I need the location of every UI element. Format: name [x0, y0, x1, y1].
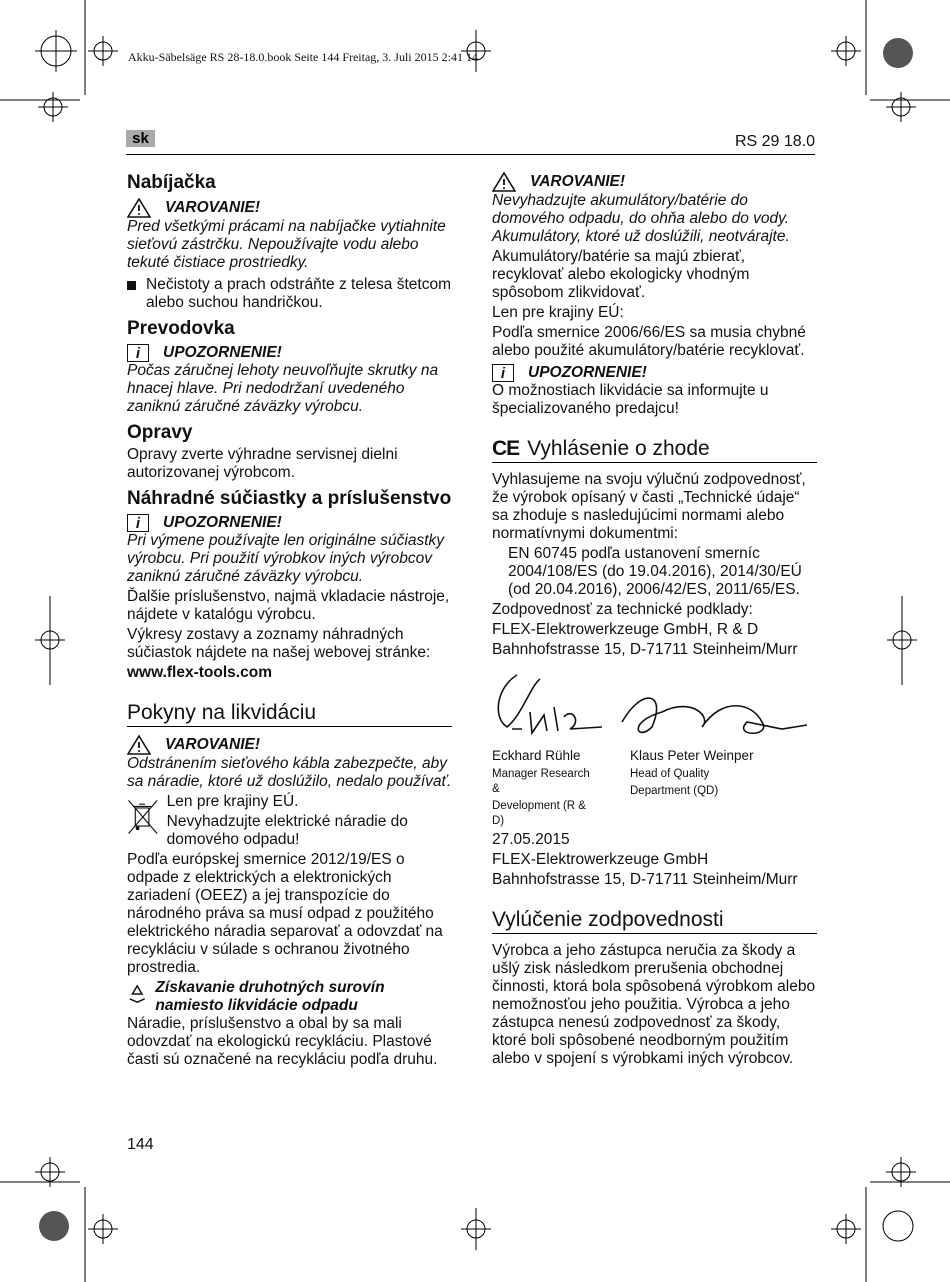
gearbox-note-text: Počas záručnej lehoty neuvoľňujte skrutky na hnacej hlave. Pri nedodržaní uvedeného zaniknú záručné záväzky výrobcu. — [127, 362, 439, 415]
address-rd: Bahnhofstrasse 15, D-71711 Steinheim/Murr — [492, 641, 798, 658]
warning-triangle-icon — [492, 172, 516, 192]
model-number: RS 29 18.0 — [734, 133, 815, 150]
recycle-title: Získavanie druhotných surovín namiesto likvidácie odpadu — [155, 979, 385, 1014]
recycle-text: Náradie, príslušenstvo a obal by sa mali odovzdať na ekologickú recykláciu. Plastové časti sú označené na recykláciu podľa druhu. — [127, 1015, 438, 1068]
spare-text1: Ďalšie príslušenstvo, najmä vkladacie nástroje, nájdete v katalógu výrobcu. — [127, 588, 450, 623]
info-icon: i — [127, 514, 149, 532]
spare-note-text: Pri výmene používajte len originálne súčiastky výrobcu. Pri použití výrobkov iných výrobcov zaniknú záručné záväzky výrobcu. — [127, 532, 445, 585]
conformity-title-row — [492, 436, 817, 463]
sig2-role2: Department (QD) — [630, 785, 719, 797]
company-address: Bahnhofstrasse 15, D-71711 Steinheim/Murr — [492, 871, 798, 888]
print-slug: Akku-Säbelsäge RS 28-18.0.book Seite 144 Freitag, 3. Juli 2015 2:41 14 — [128, 50, 478, 64]
weee-text1: Len pre krajiny EÚ. — [166, 793, 299, 810]
battery-warning-label: VAROVANIE! — [530, 173, 626, 190]
charger-warning-text: Pred všetkými prácami na nabíjačke vytiahnite sieťovú zástrčku. Nepoužívajte vodu alebo tekuté čistiace prostriedky. — [127, 218, 446, 271]
charger-bullet-text: Nečistoty a prach odstráňte z telesa štetcom alebo suchou handričkou. — [146, 276, 451, 311]
liability-title: Vylúčenie zodpovednosti — [492, 907, 817, 934]
company-rd: FLEX-Elektrowerkzeuge GmbH, R & D — [492, 621, 759, 638]
battery-text2: Len pre krajiny EÚ: — [492, 304, 624, 321]
battery-text1: Akumulátory/batérie sa majú zbierať, recyklovať alebo ekologicky vhodným spôsobom zlikvidovať. — [492, 248, 750, 301]
weee-block — [127, 793, 452, 851]
signatures-image — [492, 667, 817, 747]
gearbox-note-label: UPOZORNENIE! — [163, 344, 282, 361]
battery-note-head — [492, 364, 817, 382]
charger-bullet — [127, 276, 452, 312]
repairs-title: Opravy — [127, 422, 193, 443]
spare-note-label: UPOZORNENIE! — [163, 514, 282, 531]
company-name: FLEX-Elektrowerkzeuge GmbH — [492, 851, 709, 868]
language-badge: sk — [126, 130, 155, 147]
conformity-text: Vyhlasujeme na svoju výlučnú zodpovednosť, že výrobok opísaný v časti „Technické údaje“ sa zhoduje s nasledujúcimi normami alebo normatívnymi dokumentmi: — [492, 471, 806, 542]
sig1-role1: Manager Research & — [492, 768, 590, 795]
signatories — [492, 747, 817, 831]
signatory-1 — [492, 747, 600, 831]
spare-note-head — [127, 514, 452, 532]
spare-title: Náhradné súčiastky a príslušenstvo — [127, 488, 452, 509]
tech-docs-label: Zodpovednosť za technické podklady: — [492, 601, 753, 618]
crossed-bin-icon — [127, 793, 159, 841]
disposal-warning-label: VAROVANIE! — [165, 736, 261, 753]
info-icon: i — [127, 344, 149, 362]
sig1-name: Eckhard Rühle — [492, 748, 581, 763]
warning-triangle-icon — [127, 198, 151, 218]
warning-triangle-icon — [127, 735, 151, 755]
page-number: 144 — [127, 1136, 154, 1153]
weee-directive-text: Podľa európskej smernice 2012/19/ES o odpade z elektrických a elektronických zariadení (OEEZ) a jej transpozície do národného práva sa musí odpad z použitého elektrického náradia separovať a odovzdať na recykláciu v súlade s ochranou životného prostredia. — [127, 851, 443, 976]
header-rule — [126, 154, 815, 155]
weee-text2: Nevyhadzujte elektrické náradie do domového odpadu! — [166, 813, 408, 848]
disposal-warning-text: Odstránením sieťového kábla zabezpečte, aby sa náradie, ktoré už doslúžilo, nedalo používať. — [127, 755, 452, 790]
bullet-square-icon — [127, 281, 136, 290]
website-link[interactable]: www.flex-tools.com — [127, 664, 272, 681]
gearbox-note-head — [127, 344, 452, 362]
info-icon: i — [492, 364, 514, 382]
conformity-title: Vyhlásenie o zhode — [527, 437, 710, 460]
charger-title: Nabíjačka — [127, 172, 216, 193]
repairs-text: Opravy zverte výhradne servisnej dielni autorizovanej výrobcom. — [127, 446, 398, 481]
liability-text: Výrobca a jeho zástupca neručia za škody a ušlý zisk následkom prerušenia obchodnej činnosti, ktorá bola spôsobená výrobkom alebo nemožnosťou jeho použitia. Výrobca a jeho zástupca nenesú zodpovednosť za škody, ktoré boli spôsobené neodborným použitím alebo v spojení s výrobkami iných výrobcov. — [492, 942, 816, 1067]
conformity-standards: EN 60745 podľa ustanovení smerníc 2004/108/ES (do 19.04.2016), 2014/30/EÚ (od 20.04.2016), 2006/42/ES, 2011/65/ES. — [508, 545, 802, 598]
recycle-icon — [127, 979, 147, 1009]
recycle-head — [127, 979, 452, 1015]
left-column — [127, 172, 452, 1071]
charger-warning-head — [127, 198, 452, 218]
ce-mark-icon: CE — [492, 437, 520, 460]
gearbox-title: Prevodovka — [127, 318, 235, 339]
battery-warning-head — [492, 172, 817, 192]
battery-note-text: O možnostiach likvidácie sa informujte u špecializovaného predajcu! — [492, 382, 769, 417]
sig1-role2: Development (R & D) — [492, 800, 586, 827]
battery-text3: Podľa smernice 2006/66/ES sa musia chybné alebo použité akumulátory/batérie recyklovať. — [492, 324, 806, 359]
sig2-role1: Head of Quality — [630, 768, 710, 780]
signatory-2 — [630, 747, 754, 831]
conformity-date: 27.05.2015 — [492, 831, 570, 848]
battery-note-label: UPOZORNENIE! — [528, 364, 647, 381]
right-column — [492, 172, 817, 1070]
charger-warning-label: VAROVANIE! — [165, 199, 261, 216]
battery-warning-text: Nevyhadzujte akumulátory/batérie do domového odpadu, do ohňa alebo do vody. Akumulátory, ktoré už doslúžili, neotvárajte. — [492, 192, 790, 245]
disposal-title: Pokyny na likvidáciu — [127, 700, 452, 727]
spare-text2: Výkresy zostavy a zoznamy náhradných súčiastok nájdete na našej webovej stránke: — [127, 626, 431, 661]
disposal-warning-head — [127, 735, 452, 755]
sig2-name: Klaus Peter Weinper — [630, 748, 754, 763]
